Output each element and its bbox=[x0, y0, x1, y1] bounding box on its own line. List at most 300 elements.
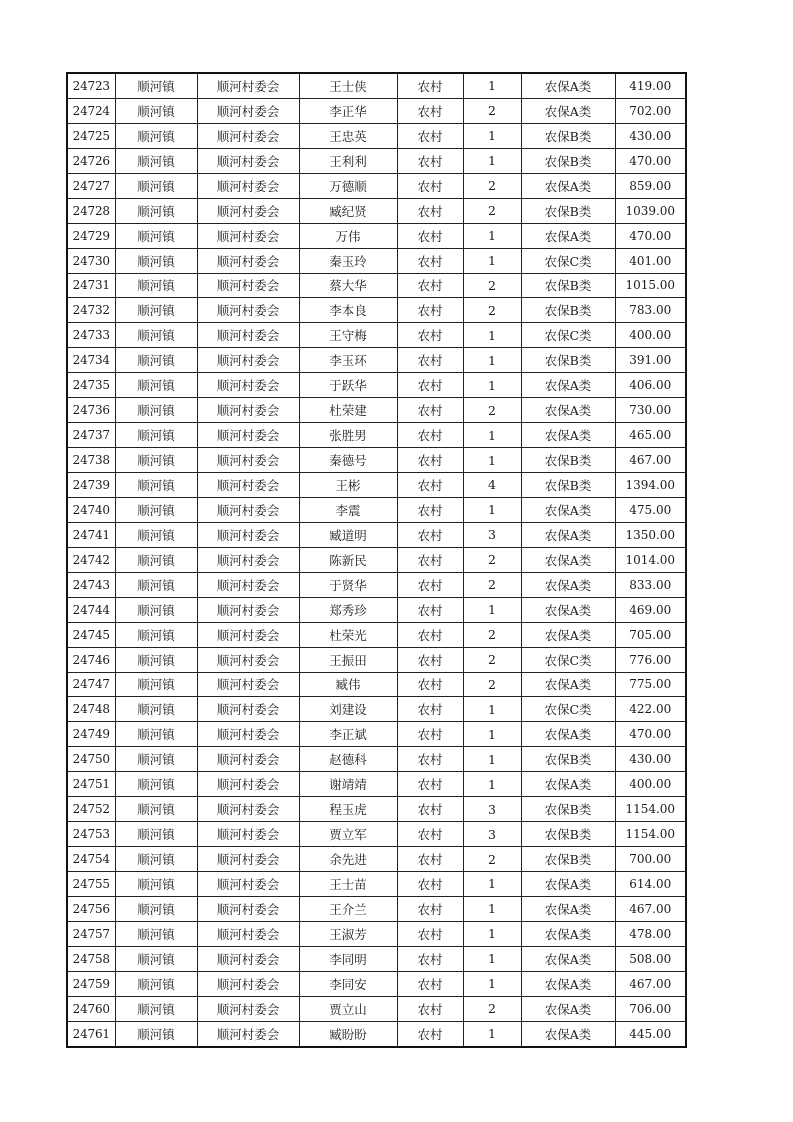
table-row bbox=[67, 672, 686, 697]
member-count-cell: 2 bbox=[463, 98, 521, 123]
household-type-cell: 农村 bbox=[397, 971, 463, 996]
household-type-cell: 农村 bbox=[397, 722, 463, 747]
town-cell: 顺河镇 bbox=[115, 772, 197, 797]
household-type-cell: 农村 bbox=[397, 448, 463, 473]
table-row bbox=[67, 323, 686, 348]
member-count-cell: 3 bbox=[463, 522, 521, 547]
insurance-category-cell: 农保A类 bbox=[521, 98, 615, 123]
town-cell: 顺河镇 bbox=[115, 872, 197, 897]
insurance-category-cell: 农保B类 bbox=[521, 747, 615, 772]
amount-cell: 401.00 bbox=[615, 248, 686, 273]
village-committee-cell: 顺河村委会 bbox=[197, 622, 299, 647]
record-id-cell: 24739 bbox=[67, 473, 115, 498]
person-name-cell: 于贤华 bbox=[299, 572, 397, 597]
person-name-cell: 贾立山 bbox=[299, 996, 397, 1021]
record-id-cell: 24751 bbox=[67, 772, 115, 797]
table-row bbox=[67, 123, 686, 148]
amount-cell: 430.00 bbox=[615, 747, 686, 772]
person-name-cell: 王士侠 bbox=[299, 73, 397, 98]
town-cell: 顺河镇 bbox=[115, 473, 197, 498]
table-row bbox=[67, 971, 686, 996]
person-name-cell: 李玉环 bbox=[299, 348, 397, 373]
household-type-cell: 农村 bbox=[397, 148, 463, 173]
amount-cell: 406.00 bbox=[615, 373, 686, 398]
household-type-cell: 农村 bbox=[397, 373, 463, 398]
table-row bbox=[67, 73, 686, 98]
table-row bbox=[67, 697, 686, 722]
person-name-cell: 李同安 bbox=[299, 971, 397, 996]
insurance-category-cell: 农保B类 bbox=[521, 123, 615, 148]
member-count-cell: 1 bbox=[463, 248, 521, 273]
member-count-cell: 1 bbox=[463, 123, 521, 148]
person-name-cell: 王淑芳 bbox=[299, 921, 397, 946]
insurance-category-cell: 农保A类 bbox=[521, 722, 615, 747]
household-type-cell: 农村 bbox=[397, 996, 463, 1021]
record-id-cell: 24743 bbox=[67, 572, 115, 597]
insurance-category-cell: 农保B类 bbox=[521, 198, 615, 223]
village-committee-cell: 顺河村委会 bbox=[197, 822, 299, 847]
village-committee-cell: 顺河村委会 bbox=[197, 198, 299, 223]
household-type-cell: 农村 bbox=[397, 747, 463, 772]
table-row bbox=[67, 173, 686, 198]
amount-cell: 470.00 bbox=[615, 148, 686, 173]
table-row bbox=[67, 298, 686, 323]
table-row bbox=[67, 722, 686, 747]
household-type-cell: 农村 bbox=[397, 1021, 463, 1046]
record-id-cell: 24724 bbox=[67, 98, 115, 123]
beneficiary-table bbox=[66, 72, 687, 1048]
member-count-cell: 2 bbox=[463, 647, 521, 672]
insurance-category-cell: 农保A类 bbox=[521, 497, 615, 522]
household-type-cell: 农村 bbox=[397, 946, 463, 971]
amount-cell: 400.00 bbox=[615, 323, 686, 348]
person-name-cell: 王利利 bbox=[299, 148, 397, 173]
amount-cell: 783.00 bbox=[615, 298, 686, 323]
person-name-cell: 蔡大华 bbox=[299, 273, 397, 298]
amount-cell: 400.00 bbox=[615, 772, 686, 797]
town-cell: 顺河镇 bbox=[115, 946, 197, 971]
household-type-cell: 农村 bbox=[397, 872, 463, 897]
village-committee-cell: 顺河村委会 bbox=[197, 547, 299, 572]
member-count-cell: 2 bbox=[463, 847, 521, 872]
record-id-cell: 24730 bbox=[67, 248, 115, 273]
town-cell: 顺河镇 bbox=[115, 373, 197, 398]
town-cell: 顺河镇 bbox=[115, 248, 197, 273]
town-cell: 顺河镇 bbox=[115, 522, 197, 547]
person-name-cell: 张胜男 bbox=[299, 423, 397, 448]
town-cell: 顺河镇 bbox=[115, 847, 197, 872]
table-row bbox=[67, 946, 686, 971]
record-id-cell: 24728 bbox=[67, 198, 115, 223]
table-row bbox=[67, 148, 686, 173]
village-committee-cell: 顺河村委会 bbox=[197, 722, 299, 747]
table-row bbox=[67, 198, 686, 223]
member-count-cell: 1 bbox=[463, 872, 521, 897]
member-count-cell: 1 bbox=[463, 323, 521, 348]
record-id-cell: 24736 bbox=[67, 398, 115, 423]
record-id-cell: 24759 bbox=[67, 971, 115, 996]
town-cell: 顺河镇 bbox=[115, 348, 197, 373]
town-cell: 顺河镇 bbox=[115, 497, 197, 522]
town-cell: 顺河镇 bbox=[115, 672, 197, 697]
village-committee-cell: 顺河村委会 bbox=[197, 971, 299, 996]
household-type-cell: 农村 bbox=[397, 273, 463, 298]
insurance-category-cell: 农保A类 bbox=[521, 672, 615, 697]
member-count-cell: 2 bbox=[463, 547, 521, 572]
record-id-cell: 24740 bbox=[67, 497, 115, 522]
record-id-cell: 24761 bbox=[67, 1021, 115, 1046]
person-name-cell: 王彬 bbox=[299, 473, 397, 498]
table-row bbox=[67, 572, 686, 597]
table-row bbox=[67, 1021, 686, 1046]
insurance-category-cell: 农保C类 bbox=[521, 248, 615, 273]
village-committee-cell: 顺河村委会 bbox=[197, 522, 299, 547]
record-id-cell: 24749 bbox=[67, 722, 115, 747]
record-id-cell: 24742 bbox=[67, 547, 115, 572]
village-committee-cell: 顺河村委会 bbox=[197, 448, 299, 473]
household-type-cell: 农村 bbox=[397, 522, 463, 547]
village-committee-cell: 顺河村委会 bbox=[197, 896, 299, 921]
table-row bbox=[67, 597, 686, 622]
member-count-cell: 1 bbox=[463, 73, 521, 98]
record-id-cell: 24755 bbox=[67, 872, 115, 897]
insurance-category-cell: 农保A类 bbox=[521, 622, 615, 647]
table-row bbox=[67, 248, 686, 273]
record-id-cell: 24725 bbox=[67, 123, 115, 148]
household-type-cell: 农村 bbox=[397, 98, 463, 123]
town-cell: 顺河镇 bbox=[115, 622, 197, 647]
insurance-category-cell: 农保B类 bbox=[521, 298, 615, 323]
member-count-cell: 2 bbox=[463, 198, 521, 223]
member-count-cell: 1 bbox=[463, 946, 521, 971]
record-id-cell: 24758 bbox=[67, 946, 115, 971]
person-name-cell: 刘建设 bbox=[299, 697, 397, 722]
household-type-cell: 农村 bbox=[397, 473, 463, 498]
person-name-cell: 万德顺 bbox=[299, 173, 397, 198]
member-count-cell: 1 bbox=[463, 697, 521, 722]
town-cell: 顺河镇 bbox=[115, 697, 197, 722]
amount-cell: 467.00 bbox=[615, 971, 686, 996]
town-cell: 顺河镇 bbox=[115, 223, 197, 248]
insurance-category-cell: 农保B类 bbox=[521, 273, 615, 298]
member-count-cell: 1 bbox=[463, 921, 521, 946]
record-id-cell: 24726 bbox=[67, 148, 115, 173]
amount-cell: 1014.00 bbox=[615, 547, 686, 572]
amount-cell: 419.00 bbox=[615, 73, 686, 98]
table-row bbox=[67, 273, 686, 298]
town-cell: 顺河镇 bbox=[115, 996, 197, 1021]
town-cell: 顺河镇 bbox=[115, 547, 197, 572]
village-committee-cell: 顺河村委会 bbox=[197, 248, 299, 273]
village-committee-cell: 顺河村委会 bbox=[197, 398, 299, 423]
insurance-category-cell: 农保C类 bbox=[521, 323, 615, 348]
member-count-cell: 2 bbox=[463, 572, 521, 597]
village-committee-cell: 顺河村委会 bbox=[197, 373, 299, 398]
town-cell: 顺河镇 bbox=[115, 797, 197, 822]
record-id-cell: 24756 bbox=[67, 896, 115, 921]
table-row bbox=[67, 497, 686, 522]
member-count-cell: 2 bbox=[463, 622, 521, 647]
person-name-cell: 秦玉玲 bbox=[299, 248, 397, 273]
table-row bbox=[67, 896, 686, 921]
town-cell: 顺河镇 bbox=[115, 423, 197, 448]
amount-cell: 1039.00 bbox=[615, 198, 686, 223]
town-cell: 顺河镇 bbox=[115, 448, 197, 473]
record-id-cell: 24732 bbox=[67, 298, 115, 323]
person-name-cell: 王忠英 bbox=[299, 123, 397, 148]
town-cell: 顺河镇 bbox=[115, 173, 197, 198]
record-id-cell: 24752 bbox=[67, 797, 115, 822]
member-count-cell: 2 bbox=[463, 996, 521, 1021]
member-count-cell: 3 bbox=[463, 822, 521, 847]
record-id-cell: 24757 bbox=[67, 921, 115, 946]
person-name-cell: 谢靖靖 bbox=[299, 772, 397, 797]
record-id-cell: 24744 bbox=[67, 597, 115, 622]
household-type-cell: 农村 bbox=[397, 198, 463, 223]
insurance-category-cell: 农保A类 bbox=[521, 423, 615, 448]
record-id-cell: 24747 bbox=[67, 672, 115, 697]
insurance-category-cell: 农保B类 bbox=[521, 448, 615, 473]
village-committee-cell: 顺河村委会 bbox=[197, 996, 299, 1021]
village-committee-cell: 顺河村委会 bbox=[197, 597, 299, 622]
insurance-category-cell: 农保A类 bbox=[521, 1021, 615, 1046]
town-cell: 顺河镇 bbox=[115, 1021, 197, 1046]
amount-cell: 467.00 bbox=[615, 448, 686, 473]
insurance-category-cell: 农保A类 bbox=[521, 772, 615, 797]
table-row bbox=[67, 547, 686, 572]
person-name-cell: 李同明 bbox=[299, 946, 397, 971]
household-type-cell: 农村 bbox=[397, 622, 463, 647]
amount-cell: 702.00 bbox=[615, 98, 686, 123]
village-committee-cell: 顺河村委会 bbox=[197, 946, 299, 971]
household-type-cell: 农村 bbox=[397, 423, 463, 448]
village-committee-cell: 顺河村委会 bbox=[197, 747, 299, 772]
village-committee-cell: 顺河村委会 bbox=[197, 73, 299, 98]
household-type-cell: 农村 bbox=[397, 323, 463, 348]
village-committee-cell: 顺河村委会 bbox=[197, 672, 299, 697]
record-id-cell: 24727 bbox=[67, 173, 115, 198]
insurance-category-cell: 农保A类 bbox=[521, 946, 615, 971]
town-cell: 顺河镇 bbox=[115, 572, 197, 597]
insurance-category-cell: 农保A类 bbox=[521, 597, 615, 622]
amount-cell: 430.00 bbox=[615, 123, 686, 148]
village-committee-cell: 顺河村委会 bbox=[197, 223, 299, 248]
person-name-cell: 程玉虎 bbox=[299, 797, 397, 822]
member-count-cell: 1 bbox=[463, 971, 521, 996]
village-committee-cell: 顺河村委会 bbox=[197, 497, 299, 522]
village-committee-cell: 顺河村委会 bbox=[197, 323, 299, 348]
insurance-category-cell: 农保C类 bbox=[521, 647, 615, 672]
record-id-cell: 24760 bbox=[67, 996, 115, 1021]
table-row bbox=[67, 448, 686, 473]
village-committee-cell: 顺河村委会 bbox=[197, 348, 299, 373]
person-name-cell: 王介兰 bbox=[299, 896, 397, 921]
town-cell: 顺河镇 bbox=[115, 647, 197, 672]
household-type-cell: 农村 bbox=[397, 547, 463, 572]
person-name-cell: 王振田 bbox=[299, 647, 397, 672]
amount-cell: 1154.00 bbox=[615, 797, 686, 822]
amount-cell: 1350.00 bbox=[615, 522, 686, 547]
household-type-cell: 农村 bbox=[397, 597, 463, 622]
insurance-category-cell: 农保A类 bbox=[521, 572, 615, 597]
member-count-cell: 1 bbox=[463, 497, 521, 522]
insurance-category-cell: 农保B类 bbox=[521, 148, 615, 173]
household-type-cell: 农村 bbox=[397, 248, 463, 273]
insurance-category-cell: 农保B类 bbox=[521, 797, 615, 822]
insurance-category-cell: 农保C类 bbox=[521, 697, 615, 722]
insurance-category-cell: 农保A类 bbox=[521, 223, 615, 248]
table-row bbox=[67, 822, 686, 847]
member-count-cell: 1 bbox=[463, 223, 521, 248]
table-row bbox=[67, 423, 686, 448]
insurance-category-cell: 农保B类 bbox=[521, 847, 615, 872]
village-committee-cell: 顺河村委会 bbox=[197, 847, 299, 872]
person-name-cell: 李正斌 bbox=[299, 722, 397, 747]
table-row bbox=[67, 797, 686, 822]
amount-cell: 1154.00 bbox=[615, 822, 686, 847]
record-id-cell: 24723 bbox=[67, 73, 115, 98]
amount-cell: 859.00 bbox=[615, 173, 686, 198]
village-committee-cell: 顺河村委会 bbox=[197, 123, 299, 148]
town-cell: 顺河镇 bbox=[115, 298, 197, 323]
table-row bbox=[67, 223, 686, 248]
member-count-cell: 1 bbox=[463, 1021, 521, 1046]
member-count-cell: 2 bbox=[463, 273, 521, 298]
record-id-cell: 24750 bbox=[67, 747, 115, 772]
member-count-cell: 1 bbox=[463, 148, 521, 173]
person-name-cell: 臧道明 bbox=[299, 522, 397, 547]
person-name-cell: 李震 bbox=[299, 497, 397, 522]
amount-cell: 706.00 bbox=[615, 996, 686, 1021]
table-row bbox=[67, 996, 686, 1021]
table-row bbox=[67, 747, 686, 772]
household-type-cell: 农村 bbox=[397, 173, 463, 198]
village-committee-cell: 顺河村委会 bbox=[197, 772, 299, 797]
household-type-cell: 农村 bbox=[397, 223, 463, 248]
household-type-cell: 农村 bbox=[397, 647, 463, 672]
town-cell: 顺河镇 bbox=[115, 896, 197, 921]
household-type-cell: 农村 bbox=[397, 772, 463, 797]
amount-cell: 470.00 bbox=[615, 223, 686, 248]
insurance-category-cell: 农保A类 bbox=[521, 971, 615, 996]
table-row bbox=[67, 98, 686, 123]
village-committee-cell: 顺河村委会 bbox=[197, 173, 299, 198]
person-name-cell: 赵德科 bbox=[299, 747, 397, 772]
household-type-cell: 农村 bbox=[397, 921, 463, 946]
person-name-cell: 郑秀珍 bbox=[299, 597, 397, 622]
town-cell: 顺河镇 bbox=[115, 722, 197, 747]
town-cell: 顺河镇 bbox=[115, 123, 197, 148]
member-count-cell: 1 bbox=[463, 747, 521, 772]
table-row bbox=[67, 398, 686, 423]
village-committee-cell: 顺河村委会 bbox=[197, 298, 299, 323]
table-row bbox=[67, 647, 686, 672]
member-count-cell: 1 bbox=[463, 373, 521, 398]
amount-cell: 475.00 bbox=[615, 497, 686, 522]
village-committee-cell: 顺河村委会 bbox=[197, 273, 299, 298]
amount-cell: 465.00 bbox=[615, 423, 686, 448]
member-count-cell: 2 bbox=[463, 672, 521, 697]
amount-cell: 422.00 bbox=[615, 697, 686, 722]
village-committee-cell: 顺河村委会 bbox=[197, 797, 299, 822]
household-type-cell: 农村 bbox=[397, 497, 463, 522]
village-committee-cell: 顺河村委会 bbox=[197, 473, 299, 498]
record-id-cell: 24734 bbox=[67, 348, 115, 373]
amount-cell: 391.00 bbox=[615, 348, 686, 373]
household-type-cell: 农村 bbox=[397, 822, 463, 847]
town-cell: 顺河镇 bbox=[115, 198, 197, 223]
record-id-cell: 24748 bbox=[67, 697, 115, 722]
record-id-cell: 24735 bbox=[67, 373, 115, 398]
member-count-cell: 2 bbox=[463, 298, 521, 323]
member-count-cell: 2 bbox=[463, 398, 521, 423]
person-name-cell: 臧盼盼 bbox=[299, 1021, 397, 1046]
village-committee-cell: 顺河村委会 bbox=[197, 647, 299, 672]
amount-cell: 614.00 bbox=[615, 872, 686, 897]
member-count-cell: 4 bbox=[463, 473, 521, 498]
village-committee-cell: 顺河村委会 bbox=[197, 921, 299, 946]
member-count-cell: 1 bbox=[463, 722, 521, 747]
record-id-cell: 24737 bbox=[67, 423, 115, 448]
person-name-cell: 杜荣光 bbox=[299, 622, 397, 647]
record-id-cell: 24731 bbox=[67, 273, 115, 298]
amount-cell: 705.00 bbox=[615, 622, 686, 647]
insurance-category-cell: 农保A类 bbox=[521, 921, 615, 946]
insurance-category-cell: 农保A类 bbox=[521, 896, 615, 921]
table-body bbox=[67, 73, 686, 1047]
record-id-cell: 24753 bbox=[67, 822, 115, 847]
town-cell: 顺河镇 bbox=[115, 323, 197, 348]
town-cell: 顺河镇 bbox=[115, 73, 197, 98]
village-committee-cell: 顺河村委会 bbox=[197, 148, 299, 173]
household-type-cell: 农村 bbox=[397, 847, 463, 872]
amount-cell: 1015.00 bbox=[615, 273, 686, 298]
insurance-category-cell: 农保A类 bbox=[521, 872, 615, 897]
member-count-cell: 1 bbox=[463, 423, 521, 448]
insurance-category-cell: 农保A类 bbox=[521, 173, 615, 198]
insurance-category-cell: 农保B类 bbox=[521, 473, 615, 498]
town-cell: 顺河镇 bbox=[115, 921, 197, 946]
village-committee-cell: 顺河村委会 bbox=[197, 1021, 299, 1046]
record-id-cell: 24746 bbox=[67, 647, 115, 672]
table-row bbox=[67, 772, 686, 797]
amount-cell: 467.00 bbox=[615, 896, 686, 921]
village-committee-cell: 顺河村委会 bbox=[197, 98, 299, 123]
household-type-cell: 农村 bbox=[397, 348, 463, 373]
household-type-cell: 农村 bbox=[397, 896, 463, 921]
town-cell: 顺河镇 bbox=[115, 98, 197, 123]
insurance-category-cell: 农保A类 bbox=[521, 522, 615, 547]
table-row bbox=[67, 348, 686, 373]
amount-cell: 776.00 bbox=[615, 647, 686, 672]
record-id-cell: 24754 bbox=[67, 847, 115, 872]
town-cell: 顺河镇 bbox=[115, 747, 197, 772]
person-name-cell: 王士苗 bbox=[299, 872, 397, 897]
person-name-cell: 秦德号 bbox=[299, 448, 397, 473]
person-name-cell: 杜荣建 bbox=[299, 398, 397, 423]
person-name-cell: 李本良 bbox=[299, 298, 397, 323]
town-cell: 顺河镇 bbox=[115, 398, 197, 423]
member-count-cell: 1 bbox=[463, 597, 521, 622]
village-committee-cell: 顺河村委会 bbox=[197, 697, 299, 722]
amount-cell: 1394.00 bbox=[615, 473, 686, 498]
member-count-cell: 1 bbox=[463, 348, 521, 373]
person-name-cell: 臧伟 bbox=[299, 672, 397, 697]
person-name-cell: 李正华 bbox=[299, 98, 397, 123]
record-id-cell: 24741 bbox=[67, 522, 115, 547]
insurance-category-cell: 农保A类 bbox=[521, 73, 615, 98]
amount-cell: 470.00 bbox=[615, 722, 686, 747]
